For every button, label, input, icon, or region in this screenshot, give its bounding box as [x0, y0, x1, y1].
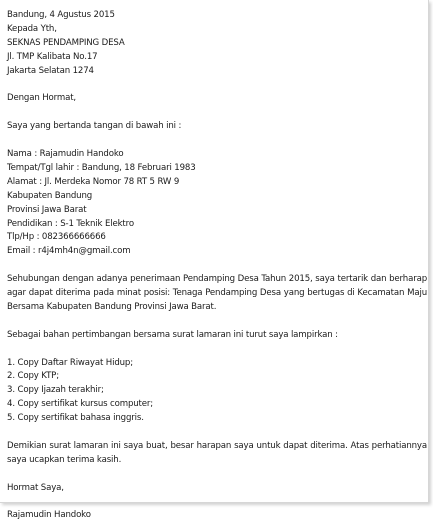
spacer [7, 468, 427, 482]
signature-name: Rajamudin Handoko [7, 510, 91, 521]
identity-phone: Tlp/Hp : 082366666666 [7, 232, 106, 243]
spacer [7, 79, 427, 93]
spacer [7, 315, 427, 329]
identity-regency: Kabupaten Bandung [7, 190, 93, 201]
application-letter [7, 9, 427, 523]
intro-line: Saya yang bertanda tangan di bawah ini : [7, 121, 182, 132]
letter-date: Bandung, 4 Agustus 2015 [7, 10, 115, 20]
recipient-organization: SEKNAS PENDAMPING DESA [7, 37, 125, 48]
attachment-item: 2. Copy KTP; [7, 371, 59, 382]
spacer [7, 496, 427, 510]
identity-education: Pendidikan : S-1 Teknik Elektro [7, 218, 134, 229]
spacer [7, 134, 427, 148]
identity-province: Provinsi Jawa Barat [7, 204, 87, 215]
sign-off: Hormat Saya, [7, 482, 64, 493]
greeting: Dengan Hormat, [7, 93, 76, 104]
recipient-city: Jakarta Selatan 1274 [7, 65, 94, 76]
identity-name: Nama : Rajamudin Handoko [7, 149, 124, 160]
body-paragraph: Sehubungan dengan adanya penerimaan Pendamping Desa Tahun 2015, saya tertarik dan berharap agar dapat diterima pada minat posisi: Tenaga Pendamping Desa yang bertugas di Kecamatan Maju Bersama Kabupaten Bandung Provinsi Jawa Barat. [7, 274, 427, 312]
closing-paragraph: Demikian surat lamaran ini saya buat, besar harapan saya untuk dapat diterima. Atas perhatiannya saya ucapkan terima kasih. [7, 440, 427, 465]
identity-birth: Tempat/Tgl lahir : Bandung, 18 Februari 1983 [7, 162, 196, 173]
spacer [7, 259, 427, 273]
spacer [7, 426, 427, 440]
recipient-salutation: Kepada Yth, [7, 23, 57, 34]
attachment-item: 1. Copy Daftar Riwayat Hidup; [7, 357, 133, 368]
attachment-item: 5. Copy sertifikat bahasa inggris. [7, 413, 144, 424]
spacer [7, 106, 427, 120]
attachment-item: 3. Copy Ijazah terakhir; [7, 385, 104, 396]
identity-address: Alamat : Jl. Merdeka Nomor 78 RT 5 RW 9 [7, 176, 180, 187]
attachments-intro: Sebagai bahan pertimbangan bersama surat lamaran ini turut saya lampirkan : [7, 329, 338, 340]
recipient-street: Jl. TMP Kalibata No.17 [7, 51, 98, 62]
attachment-item: 4. Copy sertifikat kursus computer; [7, 399, 154, 410]
identity-email: Email : r4j4mh4n@gmail.com [7, 246, 131, 257]
spacer [7, 343, 427, 357]
